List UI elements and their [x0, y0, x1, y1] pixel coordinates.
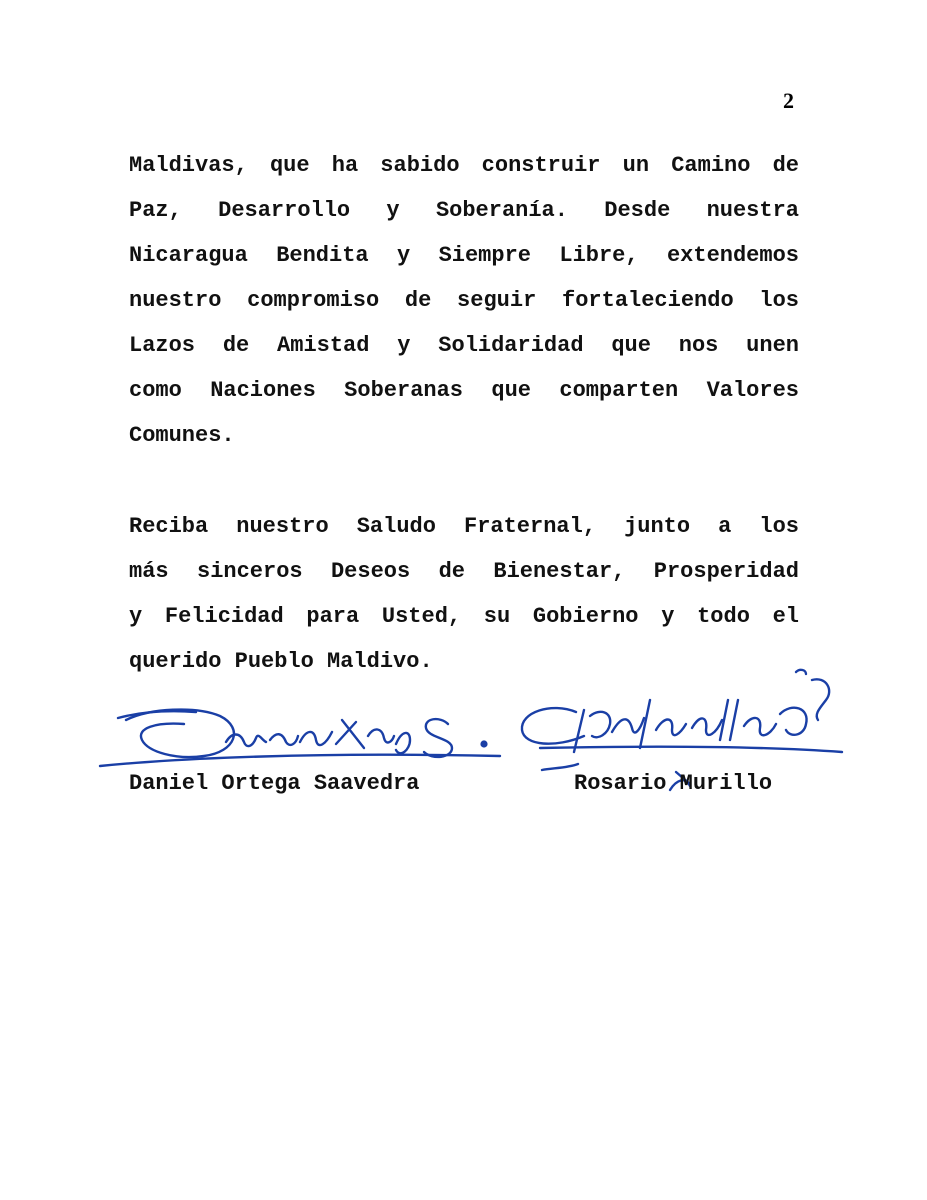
- paragraph-line: y Felicidad para Usted, su Gobierno y todo el: [129, 604, 799, 629]
- page-number: 2: [783, 88, 794, 113]
- paragraph-line: Lazos de Amistad y Solidaridad que nos unen: [129, 333, 799, 358]
- paragraph-line: Paz, Desarrollo y Soberanía. Desde nuestra: [129, 198, 799, 223]
- paragraph-line: como Naciones Soberanas que comparten Valores: [129, 378, 799, 403]
- paragraph-line: Comunes.: [129, 423, 235, 448]
- paragraph-line: Nicaragua Bendita y Siempre Libre, extendemos: [129, 243, 799, 268]
- signer-name-left: Daniel Ortega Saavedra: [129, 771, 420, 796]
- paragraph-line: más sinceros Deseos de Bienestar, Prosperidad: [129, 559, 799, 584]
- paragraph-line: nuestro compromiso de seguir fortaleciendo los: [129, 288, 799, 313]
- paragraph-line: querido Pueblo Maldivo.: [129, 649, 433, 674]
- paragraph-line: Maldivas, que ha sabido construir un Camino de: [129, 153, 799, 178]
- paragraph-line: Reciba nuestro Saludo Fraternal, junto a los: [129, 514, 799, 539]
- left-signature: [100, 710, 500, 766]
- signer-name-right: Rosario Murillo: [574, 771, 773, 796]
